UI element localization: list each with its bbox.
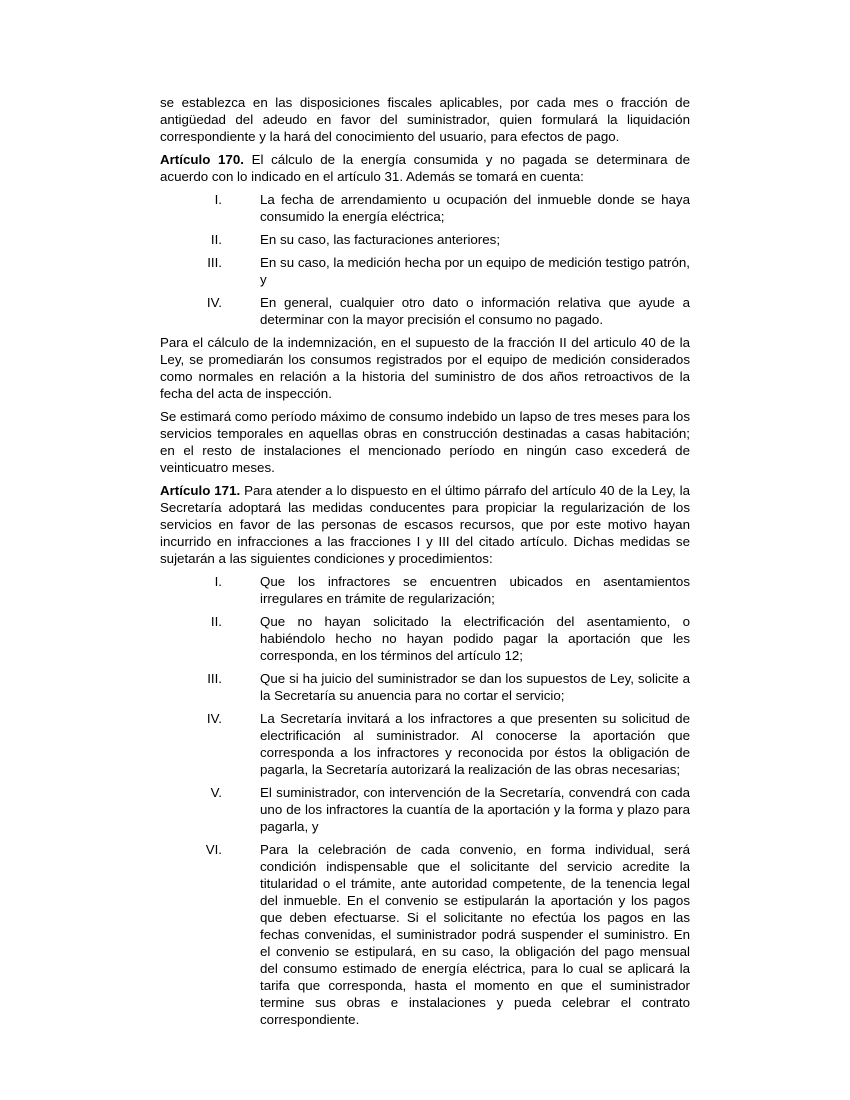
paragraph-indemnizacion: Para el cálculo de la indemnización, en el supuesto de la fracción II del articulo 40 de la Ley, se promediarán los consumos registrados por el equipo de medición considerados como normales en relación a la historia del suministro de dos años retroactivos de la fecha del acta de inspección. (160, 335, 690, 401)
list-item (160, 231, 690, 248)
list-item (160, 841, 690, 1028)
list-item-text: Para la celebración de cada convenio, en forma individual, será condición indispensable que el solicitante del servicio acredite la titularidad o el trámite, ante autoridad competente, de la tenencia legal del inmueble. En el convenio se estipularán la aportación y los pagos que deben efectuarse. Si el solicitante no efectúa los pagos en las fechas convenidas, el suministrador podrá suspender el suministro. En el convenio se estipulará, en su caso, la obligación del pago mensual del consumo estimado de energía eléctrica, para lo cual se aplicará la tarifa que corresponda, hasta el momento en que el suministrador termine sus obras e instalaciones y pueda celebrar el contrato correspondiente. (260, 842, 690, 1027)
list-item-numeral: II. (210, 232, 222, 247)
list-item-numeral: III. (207, 671, 222, 686)
list-item-numeral: IV. (206, 711, 222, 726)
list-item-text: En su caso, la medición hecha por un equipo de medición testigo patrón, y (260, 255, 690, 287)
list-item-numeral: III. (207, 255, 222, 270)
list-item-text: En su caso, las facturaciones anteriores; (260, 232, 501, 247)
articulo-171-label: Artículo 171. (160, 483, 241, 498)
list-item-text: La Secretaría invitará a los infractores a que presenten su solicitud de electrificación al suministrador. Al conocerse la aportación que corresponda a los infractores y reconocida por éstos la obligación de pagarla, la Secretaría autorizará la realización de las obras necesarias; (260, 711, 690, 777)
articulo-170-list (160, 191, 690, 328)
paragraph-articulo-171 (160, 482, 690, 567)
list-item-numeral: I. (214, 574, 222, 589)
list-item-numeral: V. (210, 785, 222, 800)
list-item (160, 294, 690, 328)
articulo-170-text: El cálculo de la energía consumida y no pagada se determinara de acuerdo con lo indicado en el artículo 31. Además se tomará en cuenta: (160, 152, 690, 184)
list-item (160, 784, 690, 835)
list-item-text: Que los infractores se encuentren ubicados en asentamientos irregulares en trámite de regularización; (260, 574, 690, 606)
articulo-170-label: Artículo 170. (160, 152, 244, 167)
list-item-numeral: VI. (205, 842, 222, 857)
list-item-text: Que si ha juicio del suministrador se dan los supuestos de Ley, solicite a la Secretaría su anuencia para no cortar el servicio; (260, 671, 690, 703)
list-item-text: La fecha de arrendamiento u ocupación del inmueble donde se haya consumido la energía eléctrica; (260, 192, 690, 224)
articulo-171-list (160, 573, 690, 1028)
paragraph-intro: se establezca en las disposiciones fiscales aplicables, por cada mes o fracción de antigüedad del adeudo en favor del suministrador, quien formulará la liquidación correspondiente y la hará del conocimiento del usuario, para efectos de pago. (160, 95, 690, 144)
list-item-text: Que no hayan solicitado la electrificación del asentamiento, o habiéndolo hecho no hayan podido pagar la aportación que les corresponda, en los términos del artículo 12; (260, 614, 690, 663)
list-item-text: En general, cualquier otro dato o información relativa que ayude a determinar con la mayor precisión el consumo no pagado. (260, 295, 690, 327)
articulo-171-text: Para atender a lo dispuesto en el último párrafo del artículo 40 de la Ley, la Secretaría adoptará las medidas conducentes para propiciar la regularización de los servicios en favor de las personas de escasos recursos, que por este motivo hayan incurrido en infracciones a las fracciones I y III del citado artículo. Dichas medidas se sujetarán a las siguientes condiciones y procedimientos: (160, 483, 690, 566)
list-item (160, 710, 690, 778)
list-item (160, 254, 690, 288)
list-item (160, 613, 690, 664)
list-item-text: El suministrador, con intervención de la Secretaría, convendrá con cada uno de los infractores la cuantía de la aportación y la forma y plazo para pagarla, y (260, 785, 690, 834)
list-item (160, 670, 690, 704)
list-item (160, 191, 690, 225)
list-item-numeral: IV. (206, 295, 222, 310)
list-item (160, 573, 690, 607)
list-item-numeral: I. (214, 192, 222, 207)
text-column (160, 94, 690, 1034)
paragraph-articulo-170 (160, 151, 690, 185)
list-item-numeral: II. (210, 614, 222, 629)
paragraph-periodo: Se estimará como período máximo de consumo indebido un lapso de tres meses para los servicios temporales en aquellas obras en construcción destinadas a casas habitación; en el resto de instalaciones el mencionado período en ningún caso excederá de veinticuatro meses. (160, 409, 690, 475)
